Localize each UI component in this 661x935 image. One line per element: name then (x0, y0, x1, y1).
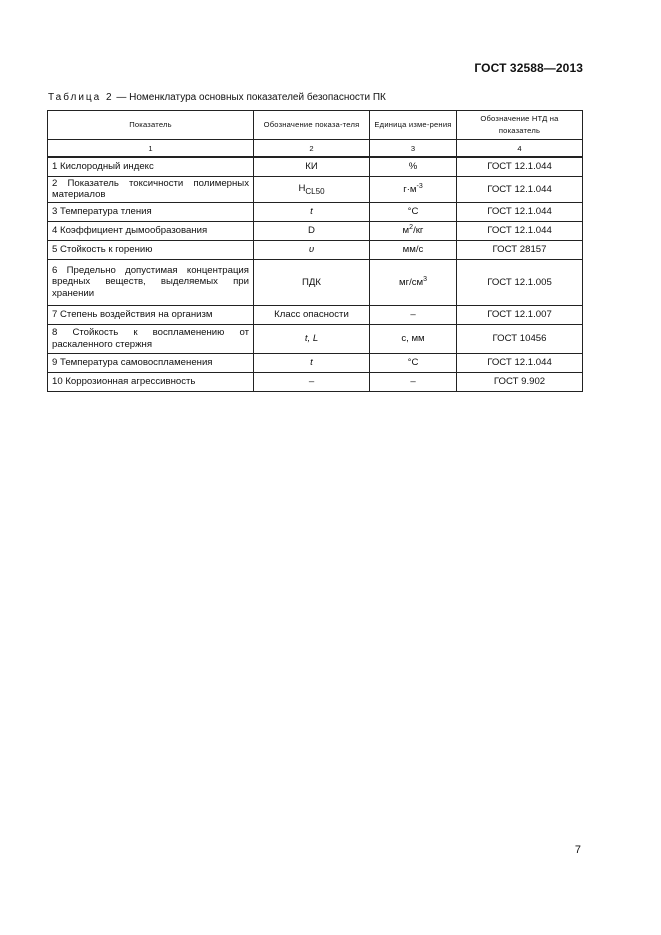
symbol-text: Класс опасности (274, 309, 349, 320)
table-row (48, 202, 583, 221)
header-unit: Единица изме-рения (370, 111, 457, 140)
symbol-cell (254, 324, 370, 353)
indicator-cell: 10 Коррозионная агрессивность (48, 372, 254, 391)
table-header-row (48, 111, 583, 140)
indicator-cell: 2 Показатель токсичности полимерных материалов (48, 176, 254, 202)
unit-suffix: /кг (413, 225, 424, 237)
symbol-cell (254, 305, 370, 324)
table-row (48, 240, 583, 259)
symbol-text: – (308, 376, 315, 387)
ntd-cell: ГОСТ 12.1.007 (457, 305, 583, 324)
table-row (48, 353, 583, 372)
unit-text: °С (407, 357, 419, 368)
symbol-cell (254, 176, 370, 202)
column-number: 2 (254, 140, 370, 158)
ntd-cell: ГОСТ 9.902 (457, 372, 583, 391)
ntd-cell: ГОСТ 10456 (457, 324, 583, 353)
ntd-cell: ГОСТ 12.1.044 (457, 221, 583, 240)
table-caption (48, 92, 386, 103)
table-row (48, 259, 583, 305)
unit-text: мм/с (402, 244, 424, 255)
unit-cell (370, 372, 457, 391)
header-indicator: Показатель (48, 111, 254, 140)
standard-code: ГОСТ 32588—2013 (474, 61, 583, 75)
unit-text: м (402, 225, 410, 237)
table-row (48, 305, 583, 324)
column-number: 1 (48, 140, 254, 158)
indicator-cell: 6 Предельно допустимая концентрация вредных веществ, выделяемых при хранении (48, 259, 254, 305)
ntd-cell: ГОСТ 12.1.005 (457, 259, 583, 305)
unit-superscript: -3 (416, 182, 423, 190)
unit-text: – (410, 309, 416, 320)
symbol-cell (254, 372, 370, 391)
symbol-cell (254, 202, 370, 221)
unit-superscript: 2 (409, 224, 414, 232)
unit-cell (370, 157, 457, 176)
symbol-cell (254, 157, 370, 176)
unit-text: с, мм (401, 333, 425, 344)
ntd-cell: ГОСТ 12.1.044 (457, 353, 583, 372)
header-ntd: Обозначение НТД на показатель (457, 111, 583, 140)
ntd-cell: ГОСТ 12.1.044 (457, 202, 583, 221)
symbol-cell (254, 259, 370, 305)
table-caption-text: — Номенклатура основных показателей безопасности ПК (113, 92, 386, 103)
unit-text: % (408, 161, 418, 173)
symbol-text: КИ (305, 161, 318, 173)
symbol-text: t (310, 206, 313, 217)
indicator-cell: 9 Температура самовоспламенения (48, 353, 254, 372)
symbol-text: t, L (304, 333, 319, 344)
symbol-text: H (298, 182, 306, 194)
unit-cell (370, 353, 457, 372)
unit-cell (370, 324, 457, 353)
indicators-table (47, 110, 583, 392)
indicator-cell: 8 Стойкость к воспламенению от раскаленного стержня (48, 324, 254, 353)
unit-text: – (410, 376, 416, 387)
unit-cell (370, 221, 457, 240)
unit-cell (370, 240, 457, 259)
table-row (48, 221, 583, 240)
symbol-cell (254, 221, 370, 240)
unit-text: г·м (403, 184, 417, 196)
ntd-cell: ГОСТ 12.1.044 (457, 176, 583, 202)
header-symbol: Обозначение показа-теля (254, 111, 370, 140)
ntd-cell: ГОСТ 28157 (457, 240, 583, 259)
symbol-text: υ (308, 244, 315, 255)
table-row (48, 157, 583, 176)
unit-cell (370, 202, 457, 221)
symbol-text: D (308, 225, 315, 236)
column-number: 3 (370, 140, 457, 158)
symbol-subscript: CL50 (305, 186, 325, 196)
page-number: 7 (574, 844, 581, 856)
ntd-cell: ГОСТ 12.1.044 (457, 157, 583, 176)
symbol-cell (254, 240, 370, 259)
table-row (48, 324, 583, 353)
unit-text: °С (407, 206, 419, 217)
table-row (48, 176, 583, 202)
column-number: 4 (457, 140, 583, 158)
column-number-row (48, 140, 583, 158)
unit-cell (370, 305, 457, 324)
symbol-text: ПДК (302, 276, 321, 288)
symbol-cell (254, 353, 370, 372)
indicator-cell: 3 Температура тления (48, 202, 254, 221)
unit-cell (370, 259, 457, 305)
unit-cell (370, 176, 457, 202)
indicator-cell: 1 Кислородный индекс (48, 157, 254, 176)
unit-superscript: 3 (423, 275, 428, 283)
unit-text: мг/см (398, 277, 424, 289)
indicator-cell: 5 Стойкость к горению (48, 240, 254, 259)
table-caption-label: Таблица 2 (48, 92, 114, 103)
indicator-cell: 4 Коэффициент дымообразования (48, 221, 254, 240)
indicator-cell: 7 Степень воздействия на организм (48, 305, 254, 324)
table-row (48, 372, 583, 391)
symbol-text: t (310, 357, 313, 368)
